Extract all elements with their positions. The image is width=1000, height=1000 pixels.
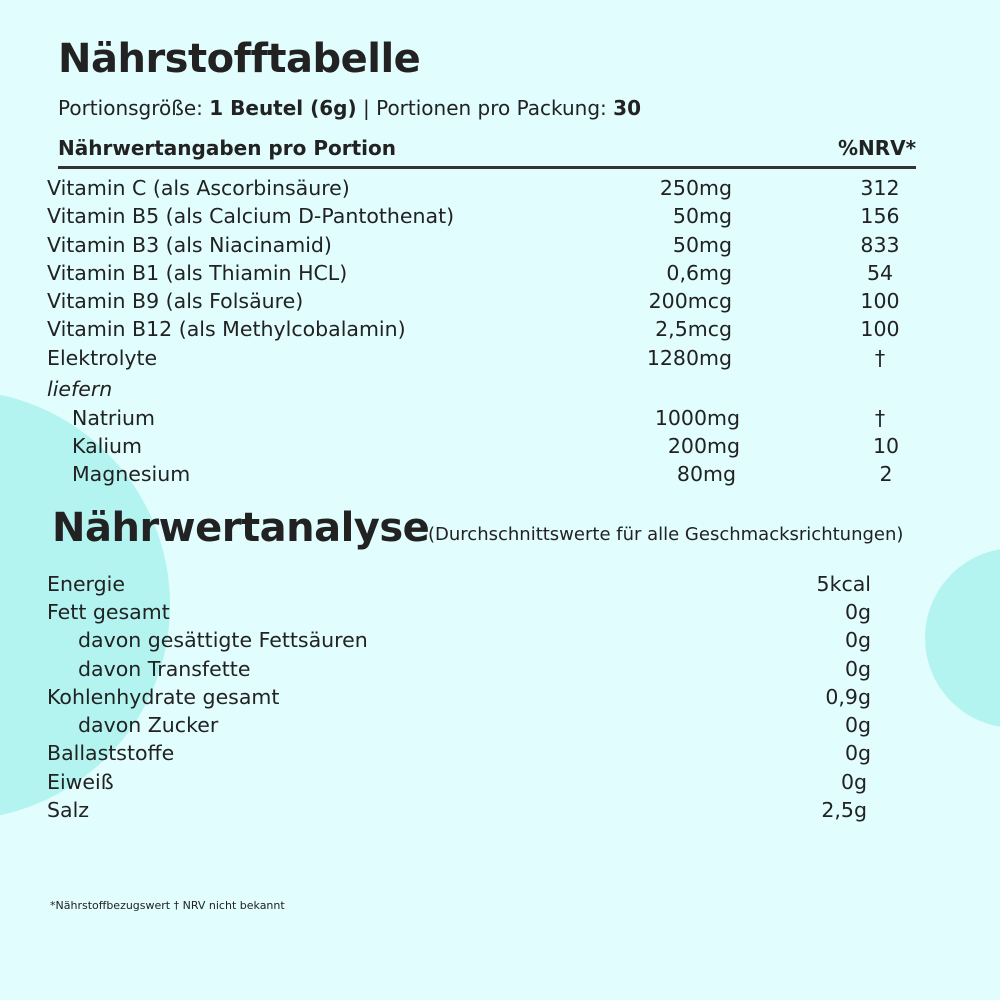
table-row bbox=[0, 233, 1000, 261]
nutrient-nrv: 156 bbox=[860, 204, 900, 228]
analysis-label: Eiweiß bbox=[47, 770, 114, 794]
table-row bbox=[0, 261, 1000, 289]
table-header-left: Nährwertangaben pro Portion bbox=[58, 136, 396, 160]
analysis-value: 0,9g bbox=[825, 685, 871, 709]
serving-size-label: Portionsgröße: bbox=[58, 96, 210, 120]
electrolyte-amount: 200mg bbox=[667, 434, 740, 458]
nutrient-amount: 250mg bbox=[659, 176, 732, 200]
table-row bbox=[0, 462, 1000, 490]
nutrient-label: Elektrolyte bbox=[47, 346, 158, 370]
table-row bbox=[0, 628, 1000, 656]
nutrient-amount: 0,6mg bbox=[666, 261, 732, 285]
nutrient-nrv: 54 bbox=[866, 261, 894, 285]
analysis-value: 0g bbox=[844, 628, 871, 652]
table-row bbox=[0, 289, 1000, 317]
nutrient-amount: 50mg bbox=[672, 204, 732, 228]
table-row bbox=[0, 600, 1000, 628]
analysis-title: Nährwertanalyse bbox=[52, 505, 430, 551]
table-row bbox=[0, 572, 1000, 600]
analysis-label: davon Transfette bbox=[78, 657, 251, 681]
liefern-note: liefern bbox=[47, 377, 113, 401]
table-header-divider bbox=[58, 166, 916, 169]
analysis-label: Kohlenhydrate gesamt bbox=[47, 685, 280, 709]
analysis-label: davon gesättigte Fettsäuren bbox=[78, 628, 368, 652]
analysis-value: 5kcal bbox=[816, 572, 871, 596]
analysis-value: 0g bbox=[844, 600, 871, 624]
electrolyte-nrv: 2 bbox=[879, 462, 893, 486]
electrolyte-nrv: 10 bbox=[872, 434, 900, 458]
nutrient-label: Vitamin B12 (als Methylcobalamin) bbox=[47, 317, 406, 341]
analysis-label: Salz bbox=[47, 798, 90, 822]
table-row bbox=[0, 346, 1000, 374]
electrolyte-amount: 1000mg bbox=[654, 406, 740, 430]
nutrient-nrv: 100 bbox=[860, 289, 900, 313]
analysis-label: davon Zucker bbox=[78, 713, 219, 737]
nutrient-label: Vitamin B9 (als Folsäure) bbox=[47, 289, 304, 313]
table-row bbox=[0, 713, 1000, 741]
analysis-value: 0g bbox=[844, 713, 871, 737]
nutrient-amount: 1280mg bbox=[646, 346, 732, 370]
analysis-label: Fett gesamt bbox=[47, 600, 170, 624]
analysis-label: Energie bbox=[47, 572, 125, 596]
table-row bbox=[0, 204, 1000, 232]
nutrient-label: Vitamin C (als Ascorbinsäure) bbox=[47, 176, 350, 200]
footnote: *Nährstoffbezugswert † NRV nicht bekannt bbox=[50, 899, 285, 912]
nutrient-amount: 200mcg bbox=[648, 289, 732, 313]
analysis-label: Ballaststoffe bbox=[47, 741, 175, 765]
electrolyte-label: Magnesium bbox=[72, 462, 191, 486]
nutrient-nrv: 100 bbox=[860, 317, 900, 341]
electrolyte-nrv: † bbox=[874, 406, 886, 430]
analysis-value: 2,5g bbox=[821, 798, 867, 822]
table-row bbox=[0, 434, 1000, 462]
electrolyte-label: Natrium bbox=[72, 406, 156, 430]
table-row bbox=[0, 741, 1000, 769]
nutrient-label: Vitamin B5 (als Calcium D-Pantothenat) bbox=[47, 204, 455, 228]
table-header-nrv: %NRV* bbox=[838, 136, 917, 160]
electrolyte-label: Kalium bbox=[72, 434, 142, 458]
table-row bbox=[0, 406, 1000, 434]
nutrient-label: Vitamin B3 (als Niacinamid) bbox=[47, 233, 332, 257]
nutrient-amount: 2,5mcg bbox=[655, 317, 732, 341]
servings-count: 30 bbox=[613, 96, 641, 120]
analysis-value: 0g bbox=[844, 741, 871, 765]
table-row bbox=[0, 176, 1000, 204]
nutrient-nrv: 312 bbox=[860, 176, 900, 200]
nutrient-nrv: † bbox=[874, 346, 886, 370]
analysis-subtitle: (Durchschnittswerte für alle Geschmacksrichtungen) bbox=[428, 524, 904, 545]
analysis-value: 0g bbox=[844, 657, 871, 681]
serving-separator: | Portionen pro Packung: bbox=[356, 96, 614, 120]
table-row bbox=[0, 798, 1000, 826]
table-row bbox=[0, 317, 1000, 345]
nutrient-amount: 50mg bbox=[672, 233, 732, 257]
analysis-value: 0g bbox=[840, 770, 867, 794]
table-row bbox=[0, 770, 1000, 798]
nutrient-nrv: 833 bbox=[860, 233, 900, 257]
table-row bbox=[0, 657, 1000, 685]
serving-info bbox=[58, 96, 641, 120]
electrolyte-amount: 80mg bbox=[676, 462, 736, 486]
table-row bbox=[0, 685, 1000, 713]
nutrient-label: Vitamin B1 (als Thiamin HCL) bbox=[47, 261, 348, 285]
serving-size-value: 1 Beutel (6g) bbox=[209, 96, 357, 120]
page-title: Nährstofftabelle bbox=[58, 36, 421, 82]
